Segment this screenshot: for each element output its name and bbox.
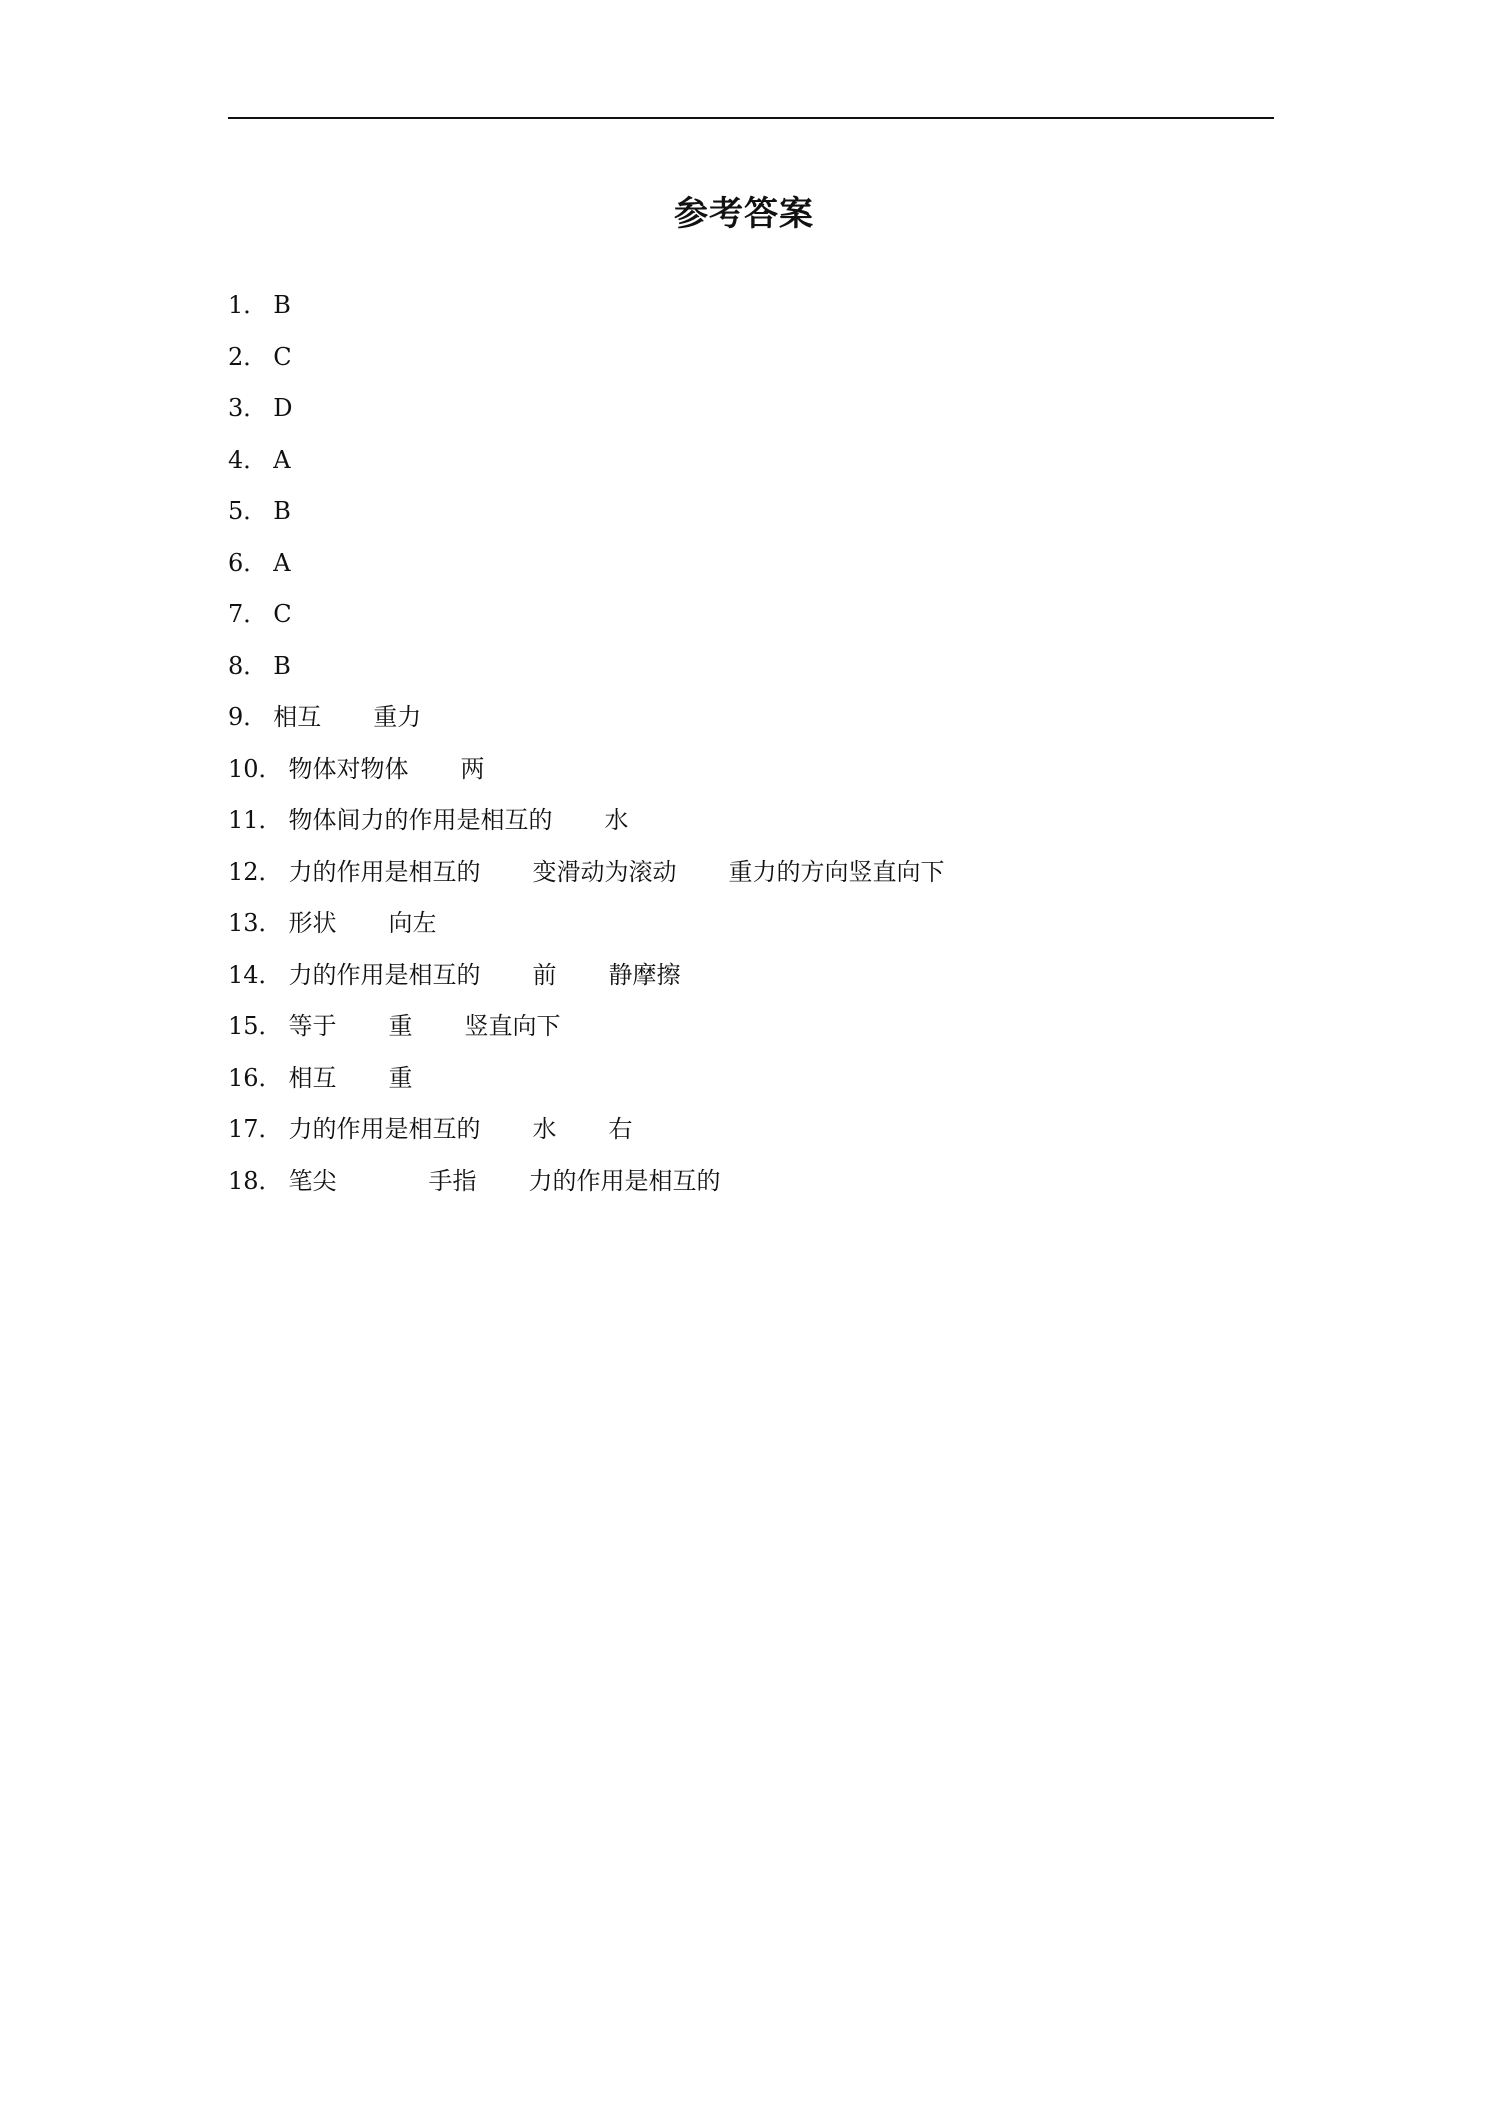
answer-text: 力的作用是相互的 [288, 857, 481, 886]
answer-number: 7 [228, 600, 244, 628]
answer-number: 4 [228, 445, 244, 474]
answer-number: 15 [228, 1012, 259, 1040]
answer-number: 3 [228, 394, 244, 422]
header-rule [228, 117, 1274, 119]
answer-text: 力的作用是相互的 [528, 1166, 721, 1195]
answer-row [228, 1161, 997, 1213]
answer-text: 形状 [288, 909, 337, 937]
answer-row [228, 594, 997, 646]
answer-row [228, 646, 997, 698]
answer-number: 13 [228, 909, 259, 937]
answer-number: 2 [228, 342, 244, 371]
answer-text: 重力 [373, 703, 422, 731]
answer-row [228, 491, 997, 543]
answer-text: 前 [532, 960, 557, 989]
answer-row [228, 285, 997, 337]
answer-text: B [273, 497, 291, 525]
page-title: 参考答案 [674, 194, 814, 234]
answer-row [228, 388, 997, 440]
answer-row [228, 955, 997, 1007]
answer-text: 力的作用是相互的 [288, 1115, 481, 1143]
answer-text: 笔尖 [288, 1166, 337, 1195]
answer-text: B [273, 291, 291, 319]
answer-number: 6 [228, 548, 244, 577]
answer-separator: ． [258, 960, 283, 989]
answer-text: C [273, 342, 292, 371]
answer-separator: ． [243, 291, 268, 319]
answer-number: 5 [228, 497, 244, 525]
answer-text: 重 [388, 1063, 413, 1092]
answer-row [228, 543, 997, 595]
answer-separator: ． [258, 754, 283, 783]
answer-separator: ． [243, 703, 268, 731]
answer-number: 16 [228, 1063, 259, 1092]
answer-text: 物体间力的作用是相互的 [288, 806, 553, 834]
answer-text: 水 [604, 806, 629, 834]
answer-separator: ． [243, 497, 268, 525]
answer-text: 右 [608, 1115, 633, 1143]
answer-row [228, 903, 997, 955]
answer-number: 14 [228, 960, 259, 989]
answer-separator: ． [243, 394, 268, 422]
answer-number: 10 [228, 754, 259, 783]
answer-number: 12 [228, 857, 259, 886]
answer-row [228, 697, 997, 749]
answer-row [228, 337, 997, 389]
answer-separator: ． [258, 806, 283, 834]
answer-separator: ． [258, 909, 283, 937]
answer-separator: ． [258, 1012, 283, 1040]
answer-text: 等于 [288, 1012, 337, 1040]
answer-number: 17 [228, 1115, 259, 1143]
answer-separator: ． [243, 651, 268, 680]
answer-text: A [273, 548, 291, 577]
answer-text: D [273, 394, 293, 422]
answer-text: 重 [388, 1012, 413, 1040]
answer-text: 重力的方向竖直向下 [728, 857, 945, 886]
answer-text: 两 [460, 754, 485, 783]
answer-text: A [273, 445, 291, 474]
answer-separator: ． [243, 548, 268, 577]
answer-number: 1 [228, 291, 244, 319]
answer-text: C [273, 600, 292, 628]
answer-text: 手指 [428, 1166, 477, 1195]
answer-number: 9 [228, 703, 244, 731]
answer-text: 相互 [288, 1063, 337, 1092]
answer-row [228, 1109, 997, 1161]
answer-row [228, 1058, 997, 1110]
answer-text: B [273, 651, 291, 680]
answer-text: 相互 [273, 703, 322, 731]
answer-row [228, 440, 997, 492]
answer-separator: ． [243, 342, 268, 371]
answer-text: 力的作用是相互的 [288, 960, 481, 989]
answer-text: 水 [532, 1115, 557, 1143]
answer-text: 向左 [388, 909, 437, 937]
answer-list [228, 285, 997, 1212]
answer-separator: ． [258, 1166, 283, 1195]
answer-row [228, 749, 997, 801]
answer-number: 18 [228, 1166, 259, 1195]
answer-separator: ． [243, 600, 268, 628]
answer-separator: ． [258, 1063, 283, 1092]
answer-row [228, 800, 997, 852]
answer-text: 竖直向下 [464, 1012, 561, 1040]
answer-number: 11 [228, 806, 259, 834]
answer-separator: ． [258, 1115, 283, 1143]
answer-row [228, 852, 997, 904]
answer-separator: ． [258, 857, 283, 886]
answer-text: 物体对物体 [288, 754, 409, 783]
answer-text: 变滑动为滚动 [532, 857, 677, 886]
answer-text: 静摩擦 [608, 960, 681, 989]
answer-row [228, 1006, 997, 1058]
answer-separator: ． [243, 445, 268, 474]
answer-number: 8 [228, 651, 244, 680]
